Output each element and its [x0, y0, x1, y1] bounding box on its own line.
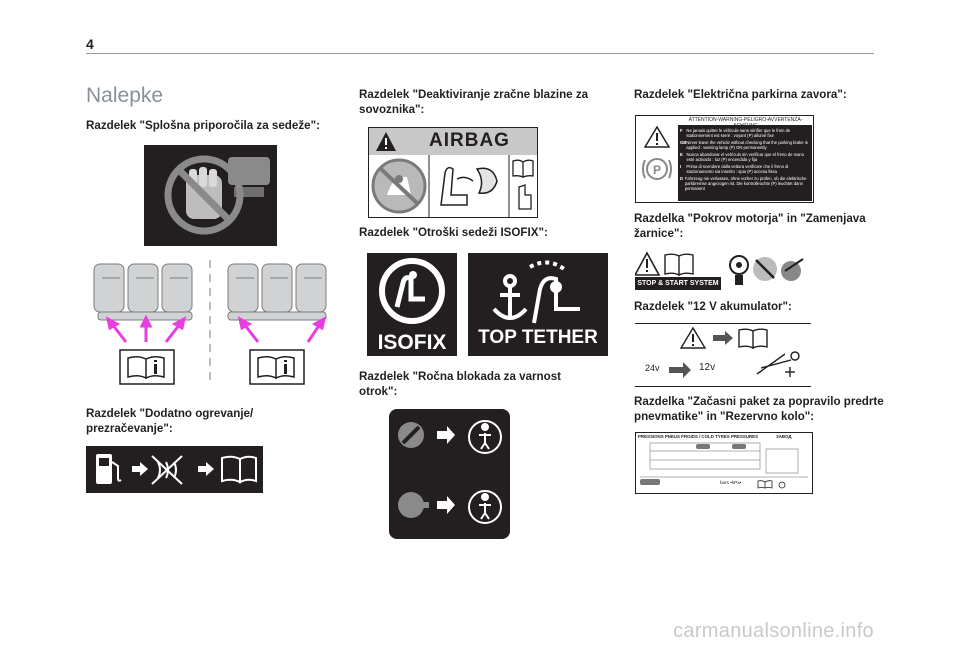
page-title: Nalepke: [86, 84, 164, 107]
lang-code: F: [680, 128, 683, 133]
tyre-pressure-label: [635, 432, 813, 494]
book-icon: [758, 481, 772, 488]
seat-warning-label: [144, 145, 277, 246]
heating-caption: Razdelek "Dodatno ogrevanje/ prezračevanje":: [86, 407, 254, 435]
seat-rows-diagram: [90, 256, 330, 388]
child-unlocked-icon: [469, 421, 501, 453]
battery-caption: Razdelek "12 V akumulator":: [634, 300, 792, 313]
seat-airbag-icon: [441, 168, 497, 205]
tyre-units: bars •kPa•: [720, 480, 742, 485]
hood-label: [635, 249, 810, 291]
battery-label: [635, 323, 811, 387]
lang-code: GB: [680, 140, 687, 145]
footer-watermark: carmanualsonline.info: [673, 620, 874, 642]
isofix-text: ISOFIX: [377, 331, 447, 354]
lang-code: I: [680, 164, 682, 169]
parking-brake-caption: Razdelek "Električna parkirna zavora":: [634, 88, 847, 101]
child-locked-icon: [469, 491, 501, 523]
stop-start-badge: STOP & START SYSTEM: [635, 277, 721, 290]
warning-row-text: Nunca abandonar el vehículo sin verificar que el freno de mano esté activado : luz (P) encendida y fija: [686, 152, 805, 162]
parking-brake-icon: [640, 152, 674, 186]
info-icon: [779, 482, 785, 488]
lock-straight-icon: [398, 492, 429, 518]
top-tether-text: TOP TETHER: [478, 327, 598, 348]
lock-turned-icon: [398, 422, 424, 448]
heating-label: [86, 446, 263, 493]
no-touch-icon: [753, 257, 777, 281]
top-tether-label: [468, 253, 608, 356]
warning-row-text: Prima di scendere dalla vettura verificare che il freno di stazionamento sia inserito : spia (P) accesa fissa: [686, 164, 789, 174]
airbag-caption: Razdelek "Deaktiviranje zračne blazine za sovoznika":: [359, 88, 589, 116]
warning-row-text: Fahrzeug nie verlassen, ohne vorher zu prüfen, ob die elektrische parkbremse angezogen ist. Die kontrolleuchte (P) leuchtet dann permanent: [684, 176, 807, 191]
airbag-label: [368, 127, 538, 218]
parking-brake-label: [635, 115, 814, 203]
isofix-label: [367, 253, 457, 356]
fan-icon: [730, 256, 748, 285]
svg-text:P: P: [653, 163, 662, 177]
childlock-label: [389, 409, 510, 539]
tyre-pressure-header: PRESSIONS PNEUS FROIDS / COLD TYRES PRESSURES: [638, 434, 759, 439]
no-heater-icon: [152, 456, 182, 484]
jump-cables-icon: [757, 352, 799, 377]
warning-triangle-icon: [375, 131, 397, 152]
car-icon: [640, 444, 746, 485]
warning-row-text: Ne jamais quitter le véhicule sans vérifier que le frein de stationnement est serré : voyant (P) allumé fixe: [686, 128, 791, 138]
no-rear-child-seat-icon: [373, 160, 425, 212]
book-icon: [739, 329, 767, 348]
warning-triangle-icon: [635, 253, 659, 275]
tyre-pressure-header-right: ЗАВОД: [776, 434, 792, 439]
fuel-pump-icon: [96, 454, 121, 484]
seats-caption: Razdelek "Splošna priporočila za sedeže":: [86, 119, 320, 132]
airbag-text: AIRBAG: [429, 130, 510, 151]
parking-warning-text-block: [678, 125, 812, 201]
seat-no-hand-icon: [144, 145, 277, 246]
header-rule: [86, 53, 874, 54]
book-icon: [222, 457, 256, 482]
lang-code: E: [680, 152, 683, 157]
book-hand-icon: [513, 160, 533, 209]
book-icon: [120, 350, 174, 384]
warning-triangle-icon: [681, 328, 705, 348]
isofix-caption: Razdelek "Otroški sedeži ISOFIX":: [359, 226, 548, 239]
parking-warning-header: ATTENTION-WARNING-PELIGRO-AVVERTENZA-: [688, 117, 803, 123]
page-number: 4: [86, 36, 94, 52]
book-icon: [665, 254, 693, 275]
warning-triangle-icon: [644, 126, 670, 148]
tyres-caption: Razdelka "Začasni paket za popravilo predrte pnevmatike" in "Rezervno kolo":: [634, 395, 884, 423]
voltage-12: 12v: [699, 362, 716, 373]
hood-caption: Razdelka "Pokrov motorja" in "Zamenjava žarnice":: [634, 212, 866, 240]
childlock-caption: Razdelek "Ročna blokada za varnost otrok":: [359, 370, 562, 398]
warning-row-text: Never leave the vehicle without checking that the parking brake is applied : warning lamp (P) ON permanently: [686, 140, 808, 150]
voltage-24: 24v: [645, 363, 660, 373]
lang-code: D: [680, 176, 684, 181]
service-icon: [781, 259, 803, 281]
